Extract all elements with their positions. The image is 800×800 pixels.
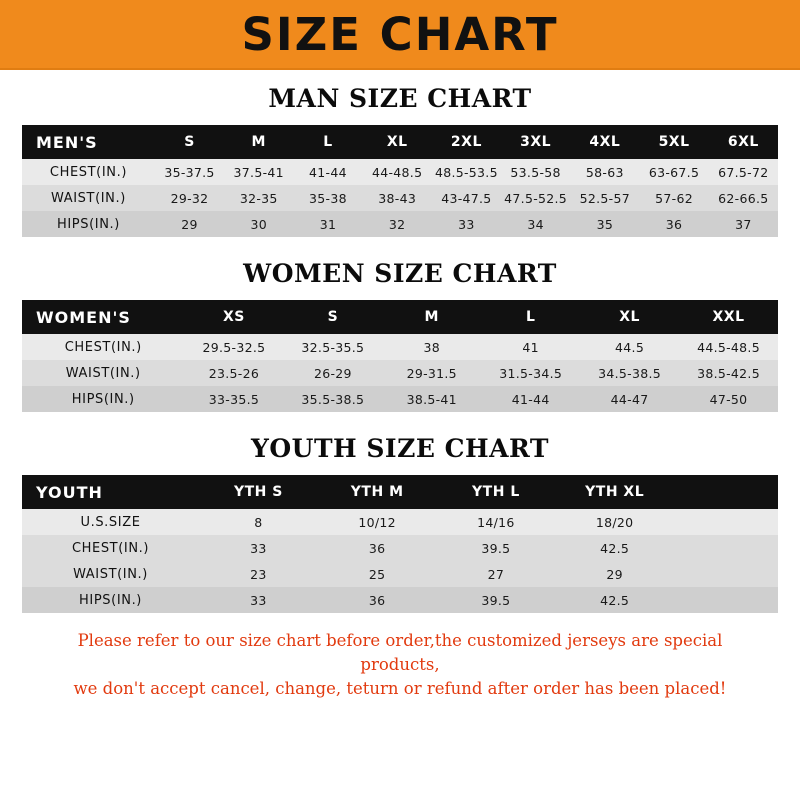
man-cell-2-6: 35 [570, 211, 639, 237]
youth-cell-3-1: 36 [318, 587, 437, 613]
women-cell-0-3: 41 [481, 334, 580, 360]
women-table-body [22, 334, 778, 412]
women-section-title: WOMEN SIZE CHART [243, 259, 557, 288]
table-row [22, 211, 778, 237]
youth-cell-3-3: 42.5 [555, 587, 674, 613]
man-cell-2-5: 34 [501, 211, 570, 237]
youth-row-2-label: WAIST(IN.) [22, 561, 199, 587]
man-row-1-label: WAIST(IN.) [22, 185, 155, 211]
women-cell-1-3: 31.5-34.5 [481, 360, 580, 386]
women-cell-0-1: 32.5-35.5 [283, 334, 382, 360]
man-cell-1-0: 29-32 [155, 185, 224, 211]
youth-header-cell-3: YTH L [437, 475, 556, 509]
youth-cell-3-0: 33 [199, 587, 318, 613]
man-cell-2-4: 33 [432, 211, 501, 237]
youth-row-1-label: CHEST(IN.) [22, 535, 199, 561]
man-header-cell-7: 4XL [570, 125, 639, 159]
man-cell-2-3: 32 [363, 211, 432, 237]
table-row [22, 159, 778, 185]
women-cell-2-0: 33-35.5 [185, 386, 284, 412]
women-header-cell-5: XL [580, 300, 679, 334]
youth-cell-0-2: 14/16 [437, 509, 556, 535]
man-cell-1-4: 43-47.5 [432, 185, 501, 211]
women-cell-1-5: 38.5-42.5 [679, 360, 778, 386]
man-cell-0-4: 48.5-53.5 [432, 159, 501, 185]
man-cell-2-2: 31 [293, 211, 362, 237]
women-row-0-label: CHEST(IN.) [22, 334, 185, 360]
table-row [22, 509, 778, 535]
man-header-cell-1: S [155, 125, 224, 159]
women-header-cell-1: XS [185, 300, 284, 334]
youth-table-body [22, 509, 778, 613]
man-header-cell-4: XL [363, 125, 432, 159]
man-cell-1-6: 52.5-57 [570, 185, 639, 211]
man-header-cell-6: 3XL [501, 125, 570, 159]
man-cell-0-7: 63-67.5 [639, 159, 708, 185]
youth-cell-0-0: 8 [199, 509, 318, 535]
man-cell-0-5: 53.5-58 [501, 159, 570, 185]
women-header-cell-6: XXL [679, 300, 778, 334]
youth-header-cell-spacer [674, 475, 778, 509]
youth-cell-1-3: 42.5 [555, 535, 674, 561]
man-cell-0-3: 44-48.5 [363, 159, 432, 185]
women-cell-0-4: 44.5 [580, 334, 679, 360]
table-header-row [22, 300, 778, 334]
women-cell-2-4: 44-47 [580, 386, 679, 412]
youth-cell-3-spacer [674, 587, 778, 613]
women-header-cell-3: M [382, 300, 481, 334]
table-header-row [22, 475, 778, 509]
table-row [22, 535, 778, 561]
man-header-cell-9: 6XL [709, 125, 778, 159]
women-header-cell-4: L [481, 300, 580, 334]
women-cell-2-5: 47-50 [679, 386, 778, 412]
table-row [22, 334, 778, 360]
man-cell-1-2: 35-38 [293, 185, 362, 211]
man-table-body [22, 159, 778, 237]
youth-cell-2-2: 27 [437, 561, 556, 587]
youth-row-3-label: HIPS(IN.) [22, 587, 199, 613]
table-row [22, 386, 778, 412]
women-row-2-label: HIPS(IN.) [22, 386, 185, 412]
man-cell-1-1: 32-35 [224, 185, 293, 211]
man-cell-0-1: 37.5-41 [224, 159, 293, 185]
youth-section-title: YOUTH SIZE CHART [251, 434, 549, 463]
youth-size-table [22, 475, 778, 613]
table-row [22, 360, 778, 386]
youth-cell-1-2: 39.5 [437, 535, 556, 561]
page-title: SIZE CHART [241, 7, 559, 61]
women-table-header [22, 300, 778, 334]
man-header-cell-3: L [293, 125, 362, 159]
man-row-0-label: CHEST(IN.) [22, 159, 155, 185]
youth-header-cell-1: YTH S [199, 475, 318, 509]
youth-table-header [22, 475, 778, 509]
man-header-cell-5: 2XL [432, 125, 501, 159]
man-cell-1-7: 57-62 [639, 185, 708, 211]
women-cell-1-1: 26-29 [283, 360, 382, 386]
youth-cell-2-0: 23 [199, 561, 318, 587]
man-cell-1-3: 38-43 [363, 185, 432, 211]
man-cell-1-5: 47.5-52.5 [501, 185, 570, 211]
women-cell-0-0: 29.5-32.5 [185, 334, 284, 360]
youth-cell-0-3: 18/20 [555, 509, 674, 535]
women-cell-2-2: 38.5-41 [382, 386, 481, 412]
man-cell-2-0: 29 [155, 211, 224, 237]
order-policy-note [22, 629, 778, 707]
youth-cell-1-spacer [674, 535, 778, 561]
table-header-row [22, 125, 778, 159]
youth-cell-0-spacer [674, 509, 778, 535]
man-cell-0-6: 58-63 [570, 159, 639, 185]
youth-cell-2-spacer [674, 561, 778, 587]
note-line-1: Please refer to our size chart before order,the customized jerseys are special products, [77, 631, 723, 674]
chart-content [0, 70, 800, 800]
youth-header-cell-4: YTH XL [555, 475, 674, 509]
women-header-cell-2: S [283, 300, 382, 334]
women-cell-1-4: 34.5-38.5 [580, 360, 679, 386]
women-size-table [22, 300, 778, 412]
man-cell-1-8: 62-66.5 [709, 185, 778, 211]
youth-cell-2-3: 29 [555, 561, 674, 587]
man-size-table [22, 125, 778, 237]
man-cell-2-1: 30 [224, 211, 293, 237]
man-cell-2-8: 37 [709, 211, 778, 237]
women-cell-1-0: 23.5-26 [185, 360, 284, 386]
man-cell-0-2: 41-44 [293, 159, 362, 185]
man-cell-0-0: 35-37.5 [155, 159, 224, 185]
women-cell-2-1: 35.5-38.5 [283, 386, 382, 412]
youth-cell-1-1: 36 [318, 535, 437, 561]
man-header-cell-0: MEN'S [22, 125, 155, 159]
man-header-cell-2: M [224, 125, 293, 159]
note-line-2: we don't accept cancel, change, teturn or refund after order has been placed! [73, 678, 727, 698]
youth-row-0-label: U.S.SIZE [22, 509, 199, 535]
youth-cell-3-2: 39.5 [437, 587, 556, 613]
youth-header-cell-2: YTH M [318, 475, 437, 509]
women-cell-0-5: 44.5-48.5 [679, 334, 778, 360]
women-header-cell-0: WOMEN'S [22, 300, 185, 334]
man-header-cell-8: 5XL [639, 125, 708, 159]
man-cell-0-8: 67.5-72 [709, 159, 778, 185]
women-row-1-label: WAIST(IN.) [22, 360, 185, 386]
man-table-header [22, 125, 778, 159]
women-cell-1-2: 29-31.5 [382, 360, 481, 386]
youth-header-cell-0: YOUTH [22, 475, 199, 509]
man-cell-2-7: 36 [639, 211, 708, 237]
man-section-title: MAN SIZE CHART [268, 84, 532, 113]
table-row [22, 561, 778, 587]
table-row [22, 587, 778, 613]
women-cell-2-3: 41-44 [481, 386, 580, 412]
youth-cell-1-0: 33 [199, 535, 318, 561]
youth-cell-0-1: 10/12 [318, 509, 437, 535]
man-row-2-label: HIPS(IN.) [22, 211, 155, 237]
page-banner [0, 0, 800, 70]
youth-cell-2-1: 25 [318, 561, 437, 587]
table-row [22, 185, 778, 211]
women-cell-0-2: 38 [382, 334, 481, 360]
